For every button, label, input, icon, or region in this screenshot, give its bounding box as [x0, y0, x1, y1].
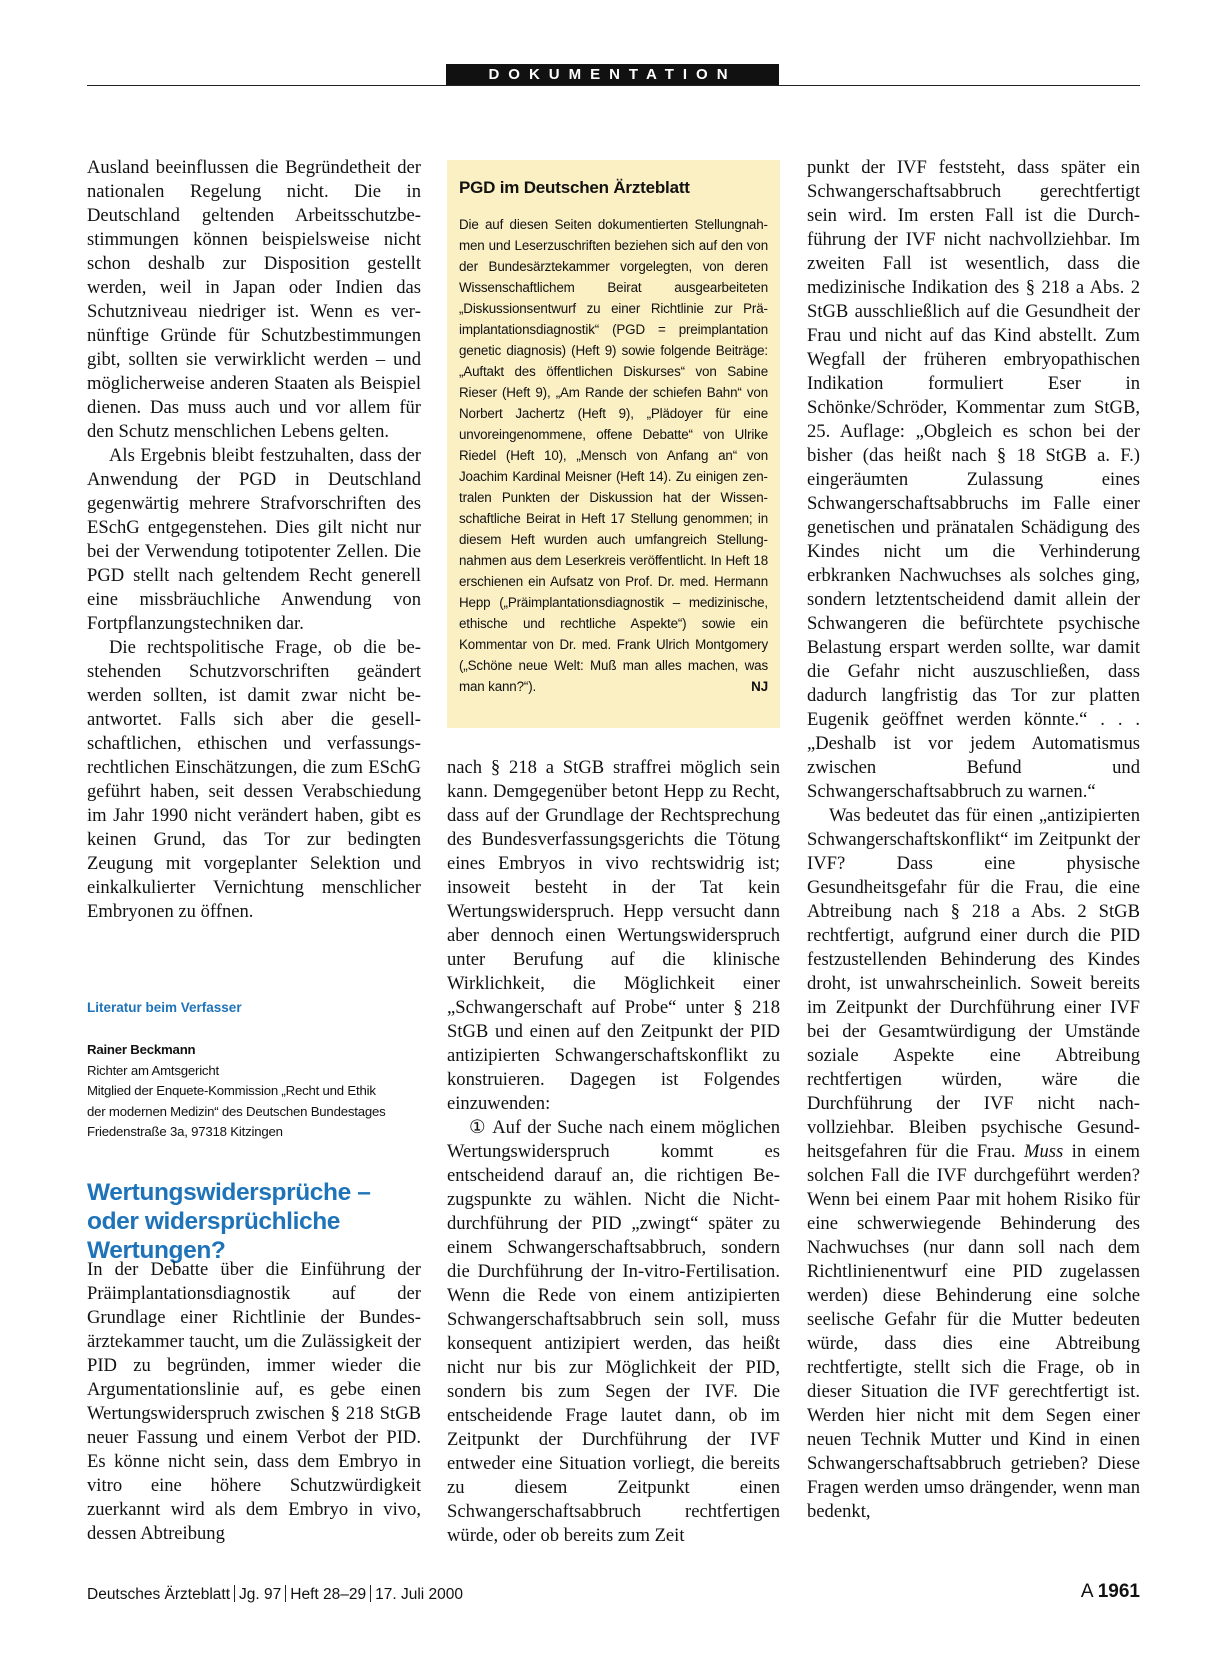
- divider: [370, 1585, 371, 1602]
- page-footer: [87, 1581, 1140, 1604]
- issue: Heft 28–29: [290, 1586, 367, 1603]
- author-line: der modernen Medizin“ des Deutschen Bundestages: [87, 1103, 386, 1119]
- paragraph: Als Ergebnis bleibt festzuhalten, dass der Anwendung der PGD in Deutschland gegenwärtig mehrere Strafvorschriften des ESchG entgegenstehen. Dies gilt nicht nur bei der Verwendung totipotenter Zellen. Die PGD stellt nach geltendem Recht generell eine missbräuchliche Anwendung von Fortpflanzungstechniken dar.: [87, 445, 421, 634]
- paragraph: [807, 804, 1140, 1524]
- volume: Jg. 97: [239, 1586, 282, 1603]
- author-name: Rainer Beckmann: [87, 1042, 196, 1057]
- page-prefix: A: [1080, 1581, 1093, 1602]
- paragraph: Die rechtspolitische Frage, ob die bestehenden Schutzvorschriften geändert werden sollten, ist damit zwar nicht beantwortet. Falls sich aber die gesellschaftlichen, ethischen und verfassungsrechtlichen Einschätzungen, die zum ESchG geführt haben, seit dessen Verabschiedung im Jahr 1990 nicht verändert haben, gibt es keinen Grund, das Tor zur bedingten Zeugung mit vorgeplanter Selektion und einkalkulierter Vernichtung menschlicher Embryonen zu öffnen.: [87, 637, 421, 922]
- author-line: Richter am Amtsgericht: [87, 1062, 219, 1078]
- sidebar-body: [459, 214, 768, 697]
- emphasis-word: Muss: [1023, 1141, 1064, 1162]
- paragraph: ① Auf der Suche nach einem möglichen Wertungswiderspruch kommt es entscheidend darauf an, die richtigen Bezugspunkte zu wählen. Nicht die Nichtdurchführung der PID „zwingt“ später zu einem Schwangerschaftsabbruch, sondern die Durchführung der In-vitro-Fertilisation. Wenn die Rede von einem antizipierten Schwangerschaftsabbruch sein soll, muss konsequent antizipiert werden, das heißt nicht nur bis zur Möglichkeit der PID, sondern bis zum Segen der IVF. Die entscheidende Frage lautet dann, ob im Zeitpunkt der Durchführung der IVF entweder eine Situation vorliegt, die bereits zu diesem Zeitpunkt einen Schwangerschaftsabbruch rechtfertigen würde, oder ob bereits zum Zeit: [447, 1117, 780, 1546]
- author-block: [87, 1040, 421, 1143]
- issue-date: 17. Juli 2000: [375, 1586, 463, 1603]
- footer-citation: [87, 1585, 1140, 1604]
- sidebar-signature: NJ: [751, 679, 768, 694]
- column-3-text: [807, 156, 1140, 1524]
- column-1-text: [87, 156, 421, 924]
- article-title: Wertungswidersprüche – oder widersprüchliche Wertungen?: [87, 1179, 371, 1264]
- author-line: Friedenstraße 3a, 97318 Kitzingen: [87, 1124, 283, 1139]
- paragraph-text: in einem solchen Fall die IVF durchgeführt werden? Wenn bei einem Paar mit hohem Risiko für eine schwerwiegende Behinderung des Nachwuchses (nur dann soll nach dem Richtlinienentwurf eine PID zugelassen werden) diese Behinderung eine solche seelische Gefahr für die Mutter bedeuten würde, dass dies eine Abtreibung rechtfertigte, stellt sich die Frage, ob in dieser Situation die IVF gerechtfertigt ist. Werden hier nicht mit dem Segen einer neuen Technik Mutter und Kind in einen Schwangerschaftsabbruch getrieben? Diese Fragen werden umso drängender, wenn man bedenkt,: [807, 1141, 1140, 1522]
- literature-note: Literatur beim Verfasser: [87, 1000, 242, 1015]
- sidebar-text: Die auf diesen Seiten dokumentierten Stellungnahmen und Leserzuschriften beziehen sich auf den von der Bundesärztekammer vorgelegten, von deren Wissenschaftlichem Beirat ausgearbeiteten „Diskussionsentwurf zu einer Richtlinie zur Präimplantationsdiagnostik“ (PGD = preimplantation genetic diagnosis) (Heft 9) sowie folgende Beiträge: „Auftakt des öffentlichen Diskurses“ von Sabine Rieser (Heft 9), „Am Rande der schiefen Bahn“ von Norbert Jachertz (Heft 9), „Plädoyer für eine unvoreingenommene, offene Debatte“ von Ulrike Riedel (Heft 10), „Mensch von Anfang an“ von Joachim Kardinal Meisner (Heft 14). Zu einigen zentralen Punkten der Diskussion hat der Wissenschaftliche Beirat in Heft 17 Stellung genommen; in diesem Heft wurden auch umfangreich Stellungnahmen aus dem Leserkreis veröffentlicht. In Heft 18 erschienen ein Aufsatz von Prof. Dr. med. Hermann Hepp („Präimplantationsdiagnostik – medizinische, ethische und rechtliche Aspekte“) sowie ein Kommentar von Dr. med. Frank Ulrich Montgomery („Schöne neue Welt: Muß man alles machen, was man kann?“).: [459, 217, 768, 694]
- section-label: DOKUMENTATION: [446, 64, 779, 85]
- sidebar-title: PGD im Deutschen Ärzteblatt: [459, 178, 690, 197]
- divider: [234, 1585, 235, 1602]
- paragraph: nach § 218 a StGB straffrei möglich sein kann. Demgegenüber betont Hepp zu Recht, dass auf der Grundlage der Rechtsprechung des Bundesverfassungsgerichts die Tötung eines Embryos in vivo rechtswidrig ist; insoweit besteht in der Tat kein Wertungswiderspruch. Hepp versucht dann aber dennoch einen Wertungswiderspruch unter Berufung auf die klinische Wirklichkeit, die Möglichkeit einer „Schwangerschaft auf Probe“ unter § 218 StGB und einen auf den Zeitpunkt der PID antizipierten Schwangerschaftskonflikt zu konstruieren. Dagegen ist Folgendes einzuwenden:: [447, 757, 780, 1114]
- paragraph: Ausland beeinflussen die Begründetheit der nationalen Regelung nicht. Die in Deutschland geltenden Arbeitsschutzbestimmungen können beispielsweise nicht schon deshalb zur Disposition gestellt werden, weil in Japan oder Indien das Schutzniveau niedriger ist. Wenn es vernünftige Gründe für Schutzbestimmungen gibt, sollten sie verwirklicht werden – und möglicherweise anderen Staaten als Beispiel dienen. Das muss auch und vor allem für den Schutz menschlichen Lebens gelten.: [87, 157, 421, 442]
- paragraph: In der Debatte über die Einführung der Präimplantationsdiagnostik auf der Grundlage einer Richtlinie der Bundesärztekammer taucht, um die Zulässigkeit der PID zu begründen, immer wieder die Argumentationslinie auf, es gebe einen Wertungswiderspruch zwischen § 218 StGB neuer Fassung und einem Verbot der PID. Es könne nicht sein, dass dem Embryo in vitro eine höhere Schutzwürdigkeit zuerkannt wird als dem Embryo in vivo, dessen Abtreibung: [87, 1259, 421, 1544]
- paragraph: punkt der IVF feststeht, dass später ein Schwangerschaftsabbruch gerechtfertigt sein wird. Im ersten Fall ist die Durchführung der IVF nicht nachvollziehbar. Im zweiten Fall ist wesentlich, dass die medizinische Indikation des § 218 a Abs. 2 StGB ausschließlich auf die Gesundheit der Frau und nicht auf das Kind abstellt. Zum Wegfall der früheren embryopathischen Indikation formuliert Eser in Schönke/Schröder, Kommentar zum StGB, 25. Auflage: „Obgleich es schon bei der bisher (das heißt nach § 18 StGB a. F.) eingeräumten Zulassung eines Schwangerschaftsabbruchs im Falle einer genetischen und pränatalen Schädigung des Kindes nicht um die Verhinderung erbkranken Nachwuchses als solches ging, sondern letztentscheidend damit allein der Schwangeren die befürchtete psychische Belastung erspart werden sollte, war damit die Gefahr nicht auszuschließen, dass dadurch langfristig das Tor zur platten Eugenik geöffnet werden könnte.“ . . . „Deshalb ist vor jedem Automatismus zwischen Befund und Schwangerschaftsabbruch zu warnen.“: [807, 157, 1140, 802]
- info-sidebar: [447, 160, 780, 728]
- article-intro-text: [87, 1258, 421, 1546]
- paragraph-text: Was bedeutet das für einen „antizipierten Schwangerschaftskonflikt“ im Zeitpunkt der IVF? Dass eine physische Gesundheitsgefahr für die Frau, die eine Abtreibung nach § 218 a Abs. 2 StGB rechtfertigt, aufgrund einer durch die PID festzustellenden Behinderung des Kindes droht, ist unwahrscheinlich. Soweit bereits im Zeitpunkt der Durchführung einer IVF bei der Gesamtwürdigung der Umstände soziale Aspekte eine Abtreibung rechtfertigen würden, wäre die Durchführung der IVF nicht nachvollziehbar. Bleiben psychische Gesundheitsgefahren für die Frau.: [807, 805, 1140, 1162]
- page-number: [1081, 1581, 1140, 1603]
- page-number-value: 1961: [1097, 1581, 1140, 1602]
- header-rule: [87, 85, 1140, 86]
- column-2-text: [447, 756, 780, 1548]
- divider: [285, 1585, 286, 1602]
- journal-name: Deutsches Ärzteblatt: [87, 1586, 231, 1603]
- author-line: Mitglied der Enquete-Kommission „Recht und Ethik: [87, 1083, 376, 1098]
